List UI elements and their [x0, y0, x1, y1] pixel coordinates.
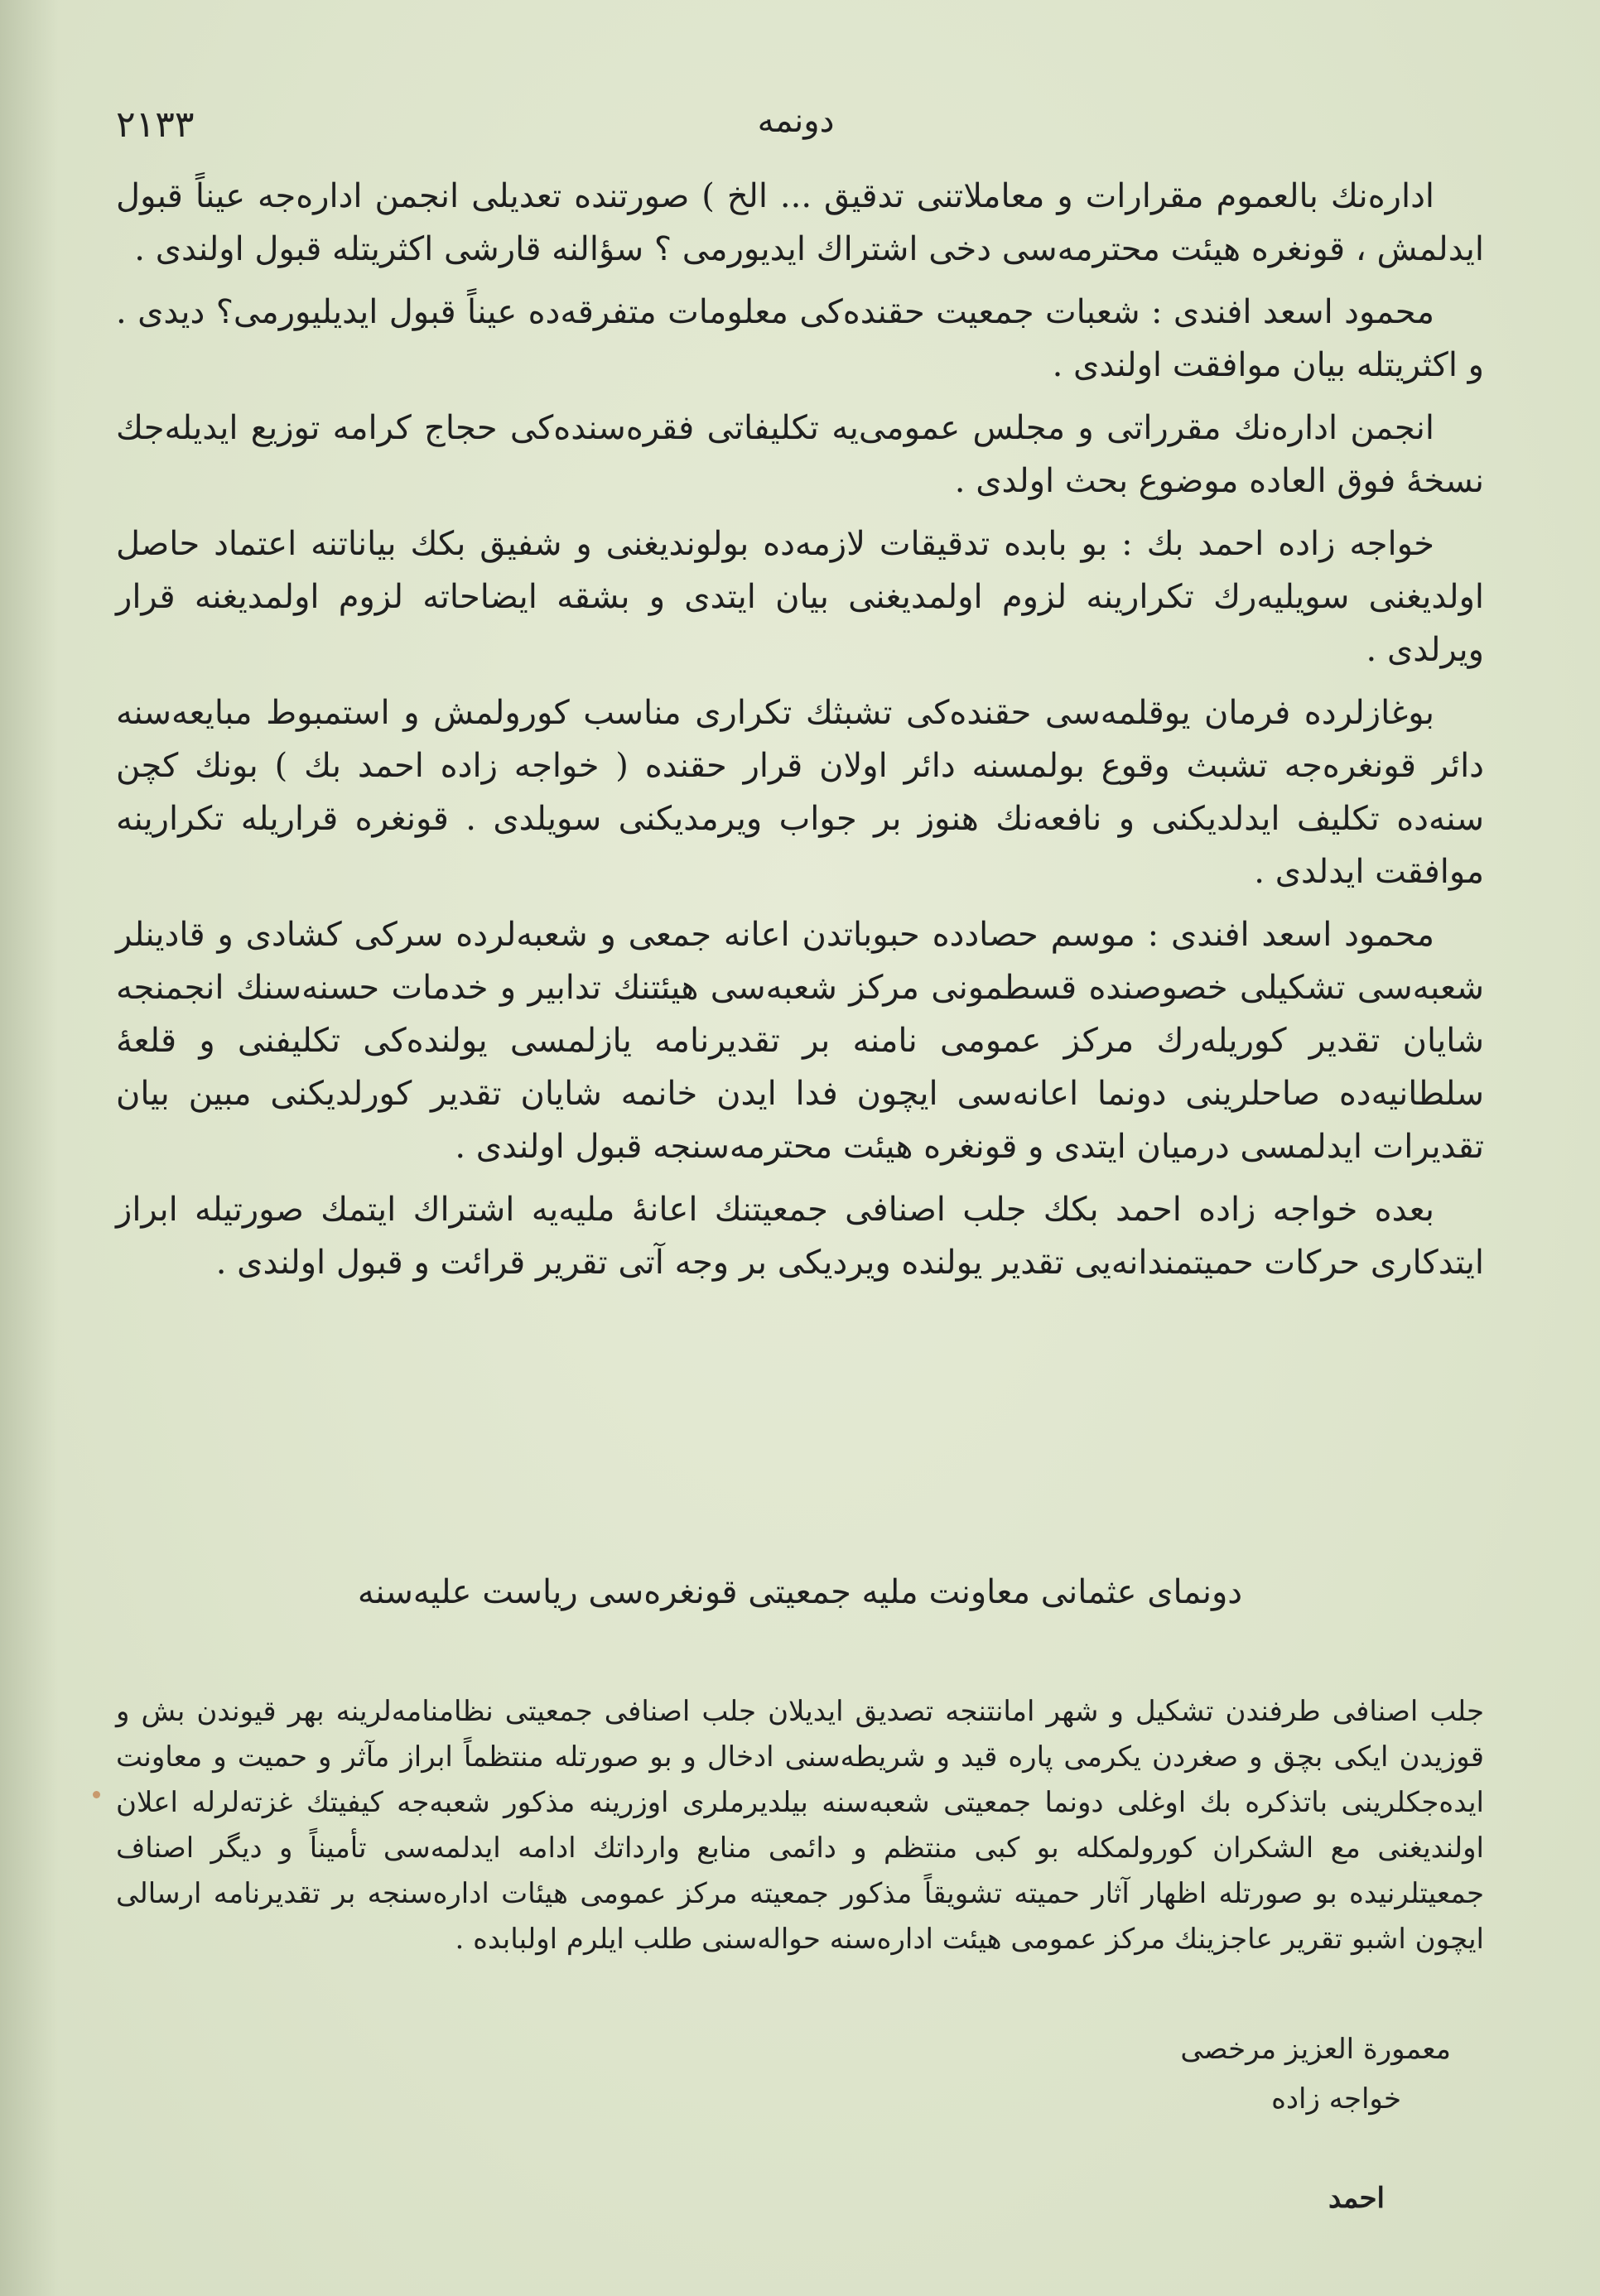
page-header	[116, 95, 1476, 153]
page-number: ٢١٣٣	[116, 103, 195, 146]
paragraph: بعده خواجه زاده احمد بكك جلب اصنافی جمعیتنك اعانهٔ ملیه‌یه اشتراك ایتمك صورتیله ابراز ایتدكاری حركات حمیتمندانه‌یی تقدیر یولنده ویردیكی بر وجه آتی تقریر قرائت و قبول اولندی .	[116, 1191, 1484, 1282]
running-title: دونمه	[757, 102, 835, 140]
ink-spot	[93, 1791, 100, 1798]
paragraph: بوغازلرده فرمان یوقلمه‌سی حقنده‌كی تشبثك تكراری مناسب كورولمش و استمبوط مبایعه‌سنه دائر قونغره‌جه تشبث وقوع بولمسنه دائر اولان قرار حقنده ( خواجه زاده احمد بك ) بونك كچن سنه‌ده تكلیف ایدلدیكنی و نافعه‌نك هنوز بر جواب ویرمدیكنی سویلدی . قونغره قراریله تكرارینه موافقت ایدلدی .	[116, 694, 1484, 891]
body-text	[116, 170, 1484, 1299]
signature-name-line2: احمد	[1328, 2182, 1385, 2215]
paragraph: انجمن اداره‌نك مقرراتی و مجلس عمومی‌یه تكلیفاتی فقره‌سنده‌كی حجاج كرامه توزیع ایدیله‌جك نسخهٔ فوق العاده موضوع بحث اولدی .	[116, 409, 1484, 500]
paragraph: محمود اسعد افندی : موسم حصادده حبوباتدن اعانه جمعی و شعبه‌لرده سركی كشادی و قادینلر شعبه‌سی تشكیلی خصوصنده قسطمونی مركز شعبه‌سی هیئتنك تدابیر و خدمات حسنه‌سنك انجمنجه شایان تقدیر كوریله‌رك مركز عمومی نامنه بر تقدیرنامه یازلمسی یولنده‌كی تكلیفنی و قلعهٔ سلطانیه‌ده صاحلرینی دونما اعانه‌سی ایچون فدا ایدن خانمه شایان تقدیر كورلدیكنی مبین بیان تقدیرات ایدلمسی درمیان ایتدی و قونغره هیئت محترمه‌سنجه قبول اولندی .	[116, 916, 1484, 1166]
paragraph: محمود اسعد افندی : شعبات جمعیت حقنده‌كی معلومات متفرقه‌ده عیناً قبول ایدیلیورمی؟ دیدی . و اكثریتله بیان موافقت اولندی .	[116, 293, 1484, 384]
paragraph: خواجه زاده احمد بك : بو بابده تدقیقات لازمه‌ده بولوندیغنی و شفیق بكك بیاناتنه اعتماد حاصل اولدیغنی سویلیه‌رك تكرارینه لزوم اولمدیغنی بیان ایتدی و بشقه ایضاحاته لزوم اولمدیغنه قرار ویرلدی .	[116, 525, 1484, 669]
signature-name-line1: خواجه زاده	[1271, 2082, 1401, 2115]
paragraph: اداره‌نك بالعموم مقرارات و معاملاتنی تدقیق ... الخ ) صورتنده تعدیلی انجمن اداره‌جه عیناً قبول ایدلمش ، قونغره هیئت محترمه‌سی دخی اشتراك ایدیورمی ؟ سؤالنه قارشی اكثریتله قبول اولندی .	[116, 177, 1484, 268]
letter-text: جلب اصنافی طرفندن تشكیل و شهر امانتنجه تصدیق ایدیلان جلب اصنافی جمعیتی نظامنامه‌لرینه بهر قیوندن بش و قوزیدن ایكی بچق و صغردن یكرمی پاره قید و شریطه‌سنی ادخال و بو صورتله منتظماً ابراز مآثر و حمیت و معاونت ایده‌جكلرینی باتذكره بك اوغلی دونما جمعیتی شعبه‌سنه بیلدیرملری اوزرینه مذكور شعبه‌جه كیفیتك غزته‌لرله اعلان اولندیغنی مع الشكران كورولمكله بو كبی منتظم و دائمی منابع وارداتك ادامه ایدلمه‌سی تأمیناً و دیگر اصناف جمعیتلرنیده بو صورتله اظهار آثار حمیته تشویقاً مذكور جمعیته مركز عمومی هیئات اداره‌سنجه بر تقدیرنامه ارسالی ایچون اشبو تقریر عاجزینك مركز عمومی هیئت اداره‌سنه حواله‌سنی طلب ایلرم اولبابده .	[116, 1695, 1484, 1956]
signature-block	[1180, 2024, 1451, 2223]
binding-shadow	[0, 0, 58, 2296]
section-title: دونمای عثمانی معاونت ملیه جمعیتی قونغره‌سی ریاست علیه‌سنه	[357, 1573, 1243, 1611]
signature-place: معمورة العزیز مرخصی	[1180, 2033, 1451, 2066]
